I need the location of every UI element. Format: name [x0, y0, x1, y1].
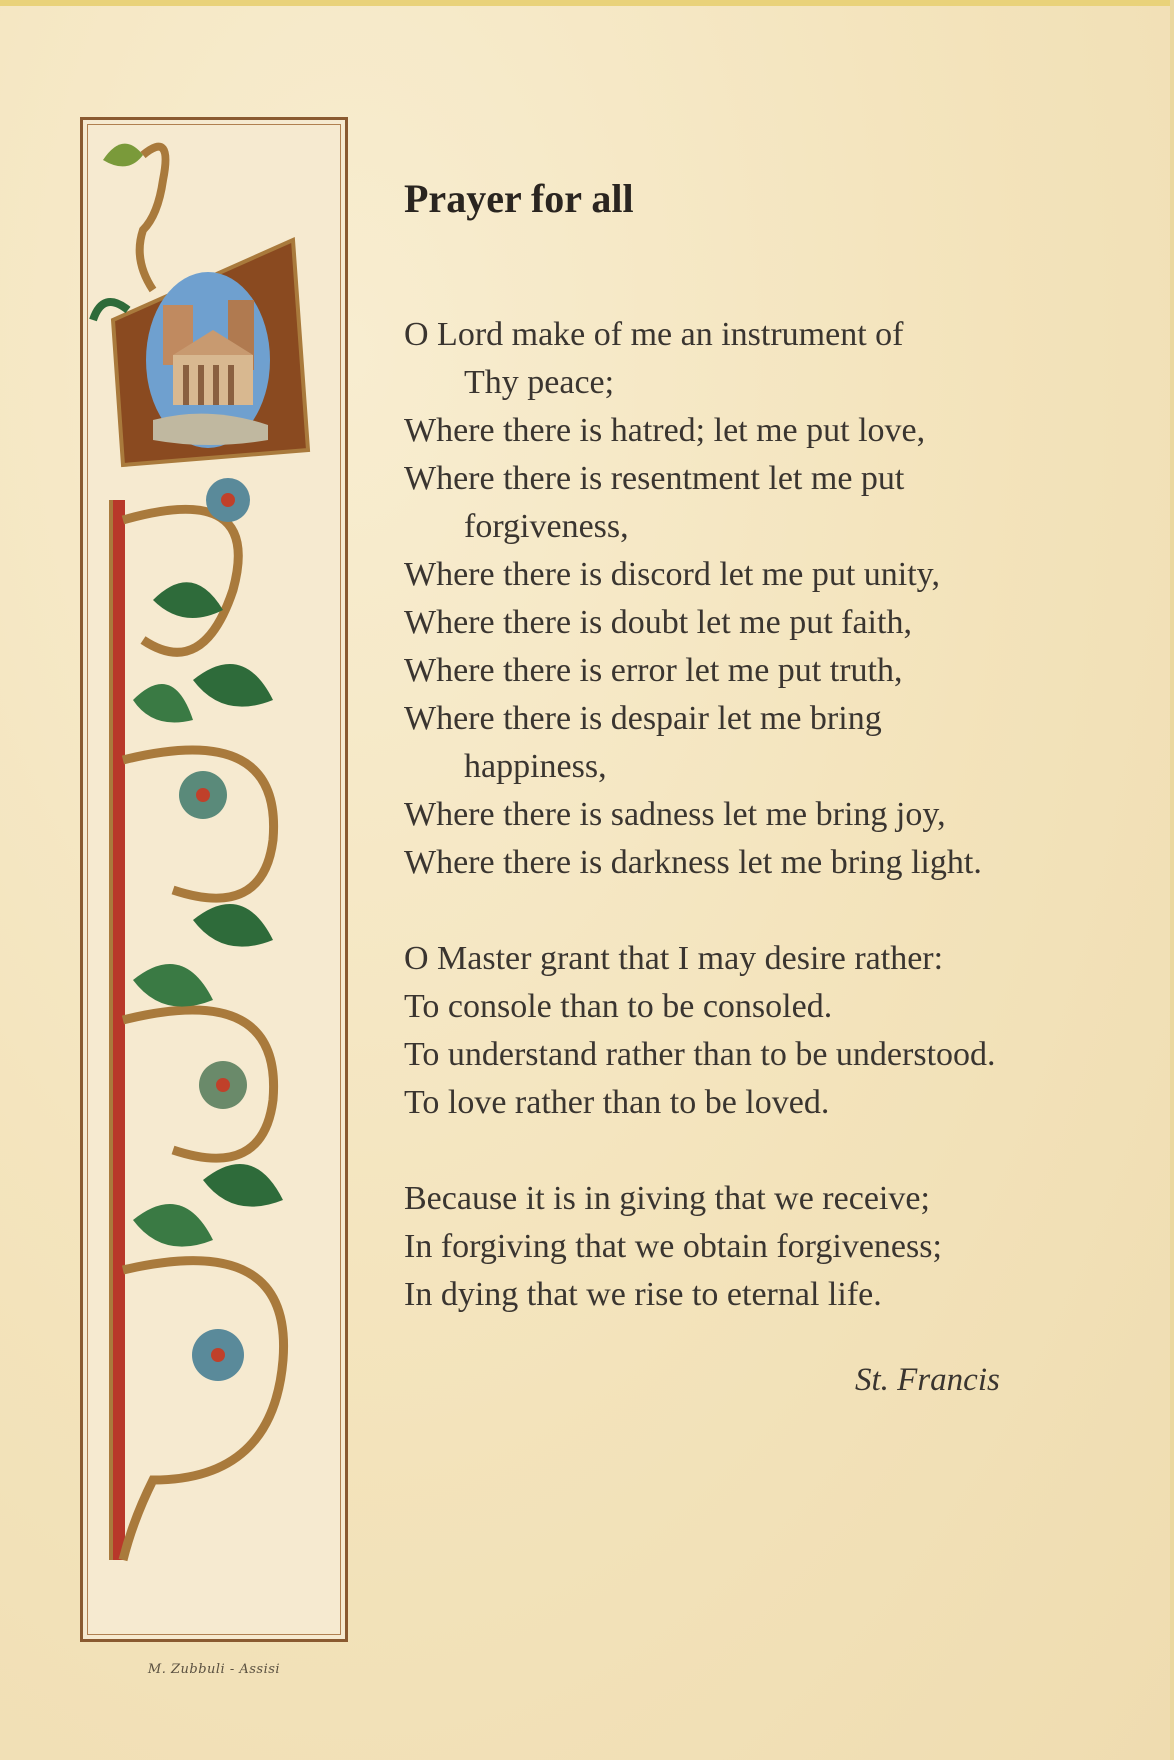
author-attribution: St. Francis: [855, 1362, 1000, 1398]
prayer-line: In dying that we rise to eternal life.: [404, 1276, 882, 1313]
vine-scroll-4: [123, 1261, 284, 1560]
gold-stem-edge: [109, 500, 113, 1560]
prayer-line: In forgiving that we obtain forgiveness;: [404, 1228, 942, 1265]
prayer-line: O Master grant that I may desire rather:: [404, 940, 944, 977]
leaf: [133, 964, 213, 1007]
prayer-line: Because it is in giving that we receive;: [404, 1180, 930, 1217]
prayer-line: Where there is resentment let me put: [404, 460, 905, 497]
red-stem: [113, 500, 125, 1560]
vine-scroll-1: [123, 509, 238, 652]
prayer-line: Thy peace;: [464, 364, 615, 401]
vine-scroll-3: [123, 1010, 274, 1158]
page-title: Prayer for all: [404, 176, 634, 221]
prayer-line: To console than to be consoled.: [404, 988, 833, 1025]
prayer-line: Where there is darkness let me bring light.: [404, 844, 982, 881]
illuminated-initial-illustration: [83, 120, 345, 1639]
prayer-text: [404, 311, 1104, 1367]
prayer-line: To love rather than to be loved.: [404, 1084, 830, 1121]
card-top-edge: [0, 0, 1174, 6]
card-side-edge: [1170, 0, 1174, 1760]
prayer-line: happiness,: [464, 748, 607, 785]
artist-signature: M. Zubbuli - Assisi: [147, 1662, 281, 1677]
prayer-line: To understand rather than to be understood.: [404, 1036, 996, 1073]
leaf: [193, 664, 273, 707]
stanza-1: [404, 311, 1104, 887]
leaf: [153, 582, 223, 618]
prayer-line: Where there is sadness let me bring joy,: [404, 796, 946, 833]
prayer-line: Where there is discord let me put unity,: [404, 556, 940, 593]
prayer-line: Where there is hatred; let me put love,: [404, 412, 926, 449]
stanza-3: [404, 1175, 1104, 1319]
top-scroll: [140, 147, 166, 290]
flower: [179, 771, 227, 819]
leaf: [133, 1204, 213, 1247]
prayer-line: O Lord make of me an instrument of: [404, 316, 904, 353]
flower: [199, 1061, 247, 1109]
leaf: [193, 904, 273, 947]
leaf: [203, 1164, 283, 1207]
leaf: [133, 684, 193, 723]
flower: [206, 478, 250, 522]
flower: [192, 1329, 244, 1381]
prayer-line: forgiveness,: [464, 508, 629, 545]
prayer-line: Where there is error let me put truth,: [404, 652, 903, 689]
prayer-line: Where there is doubt let me put faith,: [404, 604, 912, 641]
stanza-2: [404, 935, 1104, 1127]
illuminated-border-panel: [80, 117, 348, 1642]
prayer-line: Where there is despair let me bring: [404, 700, 882, 737]
top-leaf: [103, 144, 143, 167]
